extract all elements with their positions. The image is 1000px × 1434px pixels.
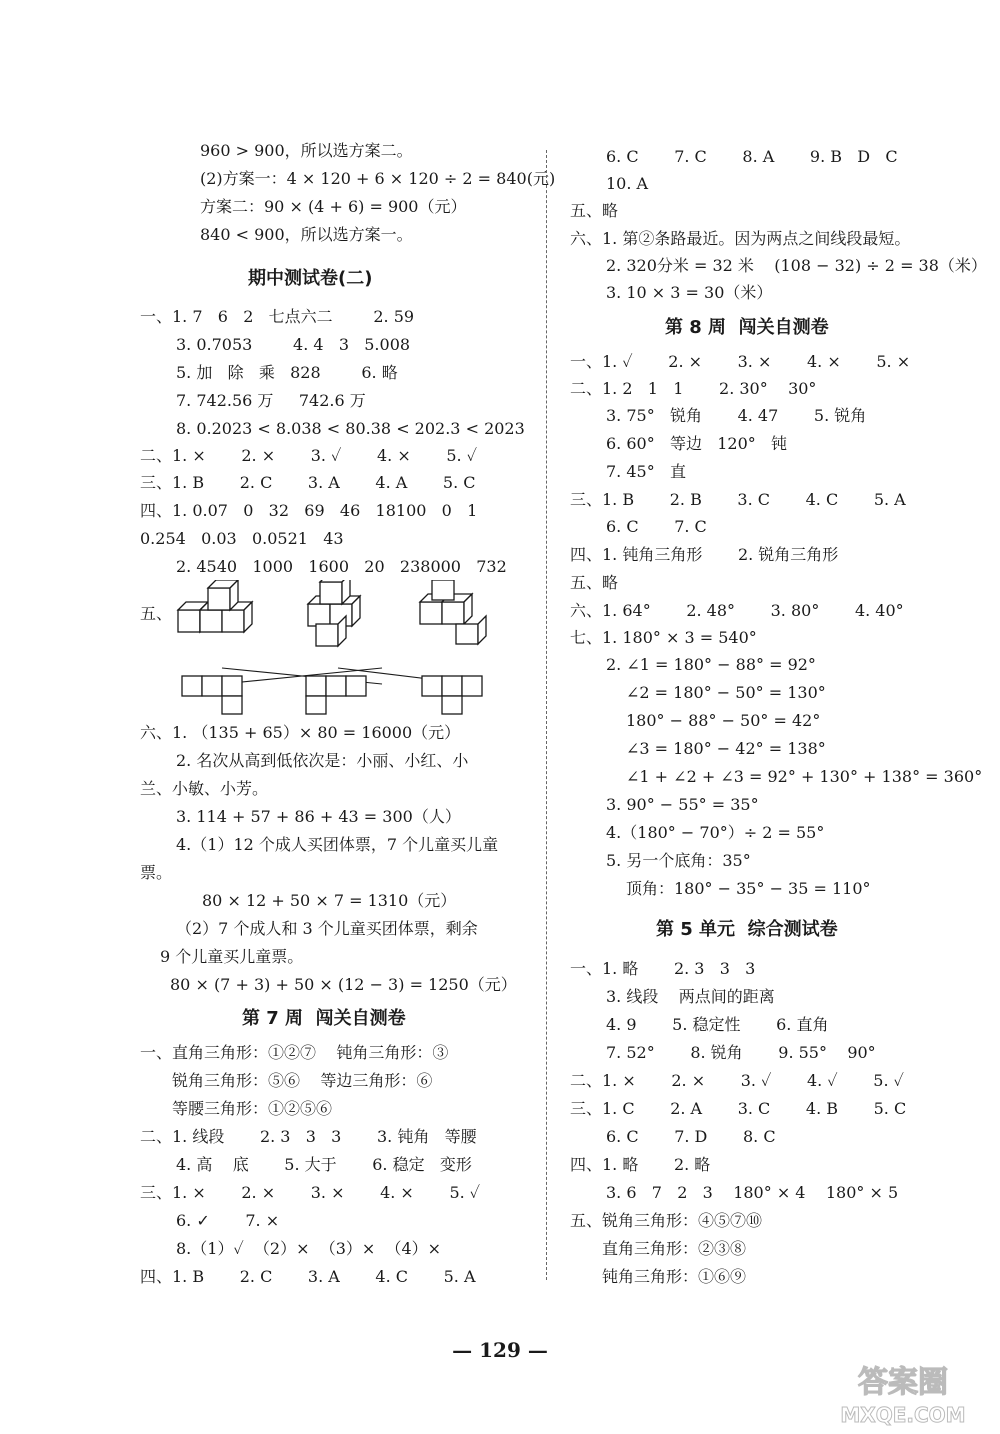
- answer-line: 5. 另一个底角：35°: [606, 851, 751, 870]
- answer-line: 五、略: [570, 573, 619, 592]
- answer-line: 四、1. 略 2. 略: [570, 1155, 711, 1174]
- answer-line: 二、1. 线段 2. 3 3 3 3. 钝角 等腰: [140, 1127, 477, 1146]
- answer-line: 七、1. 180° × 3 = 540°: [570, 628, 757, 647]
- answer-line: 3. 114 + 57 + 86 + 43 = 300（人）: [176, 807, 461, 826]
- column-divider: [546, 150, 547, 1280]
- answer-line: 三、1. C 2. A 3. C 4. B 5. C: [570, 1099, 907, 1118]
- cube-stack-3: [420, 580, 486, 644]
- answer-line: ∠3 = 180° − 42° = 138°: [626, 739, 826, 758]
- answer-line: 一、1. 略 2. 3 3 3: [570, 959, 756, 978]
- answer-line: 6. 60° 等边 120° 钝: [606, 434, 788, 453]
- section-heading: 期中测试卷(二): [248, 268, 373, 289]
- answer-line: 直角三角形：②③⑧: [602, 1239, 747, 1258]
- answer-line: ∠1 + ∠2 + ∠3 = 92° + 130° + 138° = 360°: [626, 767, 983, 786]
- cube-matching-figure: [170, 580, 510, 715]
- answer-line: 7. 45° 直: [606, 462, 686, 481]
- answer-line: 五、: [140, 604, 173, 623]
- view-shapes: [182, 676, 482, 714]
- answer-line: 840 < 900，所以选方案一。: [200, 225, 413, 244]
- answer-line: ∠2 = 180° − 50° = 130°: [626, 683, 826, 702]
- answer-line: 4.（1）12 个成人买团体票，7 个儿童买儿童: [176, 835, 499, 854]
- answer-line: 一、直角三角形：①②⑦ 钝角三角形：③: [140, 1043, 449, 1062]
- answer-line: 3. 75° 锐角 4. 47 5. 锐角: [606, 406, 867, 425]
- answer-line: 6. C 7. C 8. A 9. B D C: [606, 147, 898, 166]
- answer-line: 六、1. 64° 2. 48° 3. 80° 4. 40°: [570, 601, 904, 620]
- answer-line: 4. 高 底 5. 大于 6. 稳定 变形: [176, 1155, 472, 1174]
- answer-line: 9 个儿童买儿童票。: [160, 947, 304, 966]
- answer-line: 3. 线段 两点间的距离: [606, 987, 775, 1006]
- answer-line: 5. 加 除 乘 828 6. 略: [176, 363, 398, 382]
- answer-line: 一、1. 7 6 2 七点六二 2. 59: [140, 307, 415, 326]
- answer-line: 3. 6 7 2 3 180° × 4 180° × 5: [606, 1183, 899, 1202]
- answer-line: 四、1. B 2. C 3. A 4. C 5. A: [140, 1267, 476, 1286]
- section-heading: 第 5 单元 综合测试卷: [656, 919, 838, 940]
- answer-line: (2)方案一：4 × 120 + 6 × 120 ÷ 2 = 840(元): [200, 169, 556, 188]
- answer-line: 三、1. × 2. × 3. × 4. × 5. ✓: [140, 1183, 481, 1202]
- answer-line: 8. 0.2023 < 8.038 < 80.38 < 202.3 < 2023: [176, 419, 525, 438]
- answer-line: 2. 名次从高到低依次是：小丽、小红、小: [176, 751, 469, 770]
- answer-line: 10. A: [606, 174, 649, 193]
- answer-line: 等腰三角形：①②⑤⑥: [172, 1099, 333, 1118]
- answer-line: 2. ∠1 = 180° − 88° = 92°: [606, 655, 816, 674]
- answer-line: 7. 52° 8. 锐角 9. 55° 90°: [606, 1043, 876, 1062]
- answer-line: 3. 10 × 3 = 30（米）: [606, 283, 773, 302]
- answer-line: 二、1. 2 1 1 2. 30° 30°: [570, 379, 817, 398]
- answer-line: 6. C 7. C: [606, 517, 707, 536]
- answer-line: 兰、小敏、小芳。: [140, 779, 269, 798]
- answer-line: 一、1. ✓ 2. × 3. × 4. × 5. ×: [570, 352, 911, 371]
- answer-line: 7. 742.56 万 742.6 万: [176, 391, 366, 410]
- answer-line: 二、1. × 2. × 3. ✓ 4. ✓ 5. ✓: [570, 1071, 904, 1090]
- watermark-bottom: MXQE.COM: [840, 1403, 966, 1427]
- answer-line: 票。: [140, 863, 173, 882]
- answer-line: 4.（180° − 70°）÷ 2 = 55°: [606, 823, 825, 842]
- cube-stack-1: [178, 580, 252, 632]
- answer-line: 2. 4540 1000 1600 20 238000 732: [176, 557, 507, 576]
- answer-line: 锐角三角形：⑤⑥ 等边三角形：⑥: [172, 1071, 433, 1090]
- answer-line: 钝角三角形：①⑥⑨: [602, 1267, 747, 1286]
- answer-line: 方案二：90 × (4 + 6) = 900（元）: [200, 197, 467, 216]
- answer-line: 4. 9 5. 稳定性 6. 直角: [606, 1015, 829, 1034]
- answer-line: （2）7 个成人和 3 个儿童买团体票，剩余: [176, 919, 478, 938]
- page-number: — 129 —: [452, 1338, 548, 1362]
- answer-line: 五、略: [570, 201, 619, 220]
- section-heading: 第 7 周 闯关自测卷: [242, 1008, 406, 1029]
- answer-line: 3. 90° − 55° = 35°: [606, 795, 759, 814]
- answer-line: 三、1. B 2. B 3. C 4. C 5. A: [570, 490, 906, 509]
- answer-line: 3. 0.7053 4. 4 3 5.008: [176, 335, 411, 354]
- answer-line: 80 × 12 + 50 × 7 = 1310（元）: [202, 891, 457, 910]
- answer-line: 2. 320分米 = 32 米 (108 − 32) ÷ 2 = 38（米）: [606, 256, 987, 275]
- answer-line: 二、1. × 2. × 3. ✓ 4. × 5. ✓: [140, 446, 478, 465]
- answer-line: 顶角：180° − 35° − 35 = 110°: [626, 879, 871, 898]
- answer-line: 五、锐角三角形：④⑤⑦⑩: [570, 1211, 763, 1230]
- answer-line: 6. C 7. D 8. C: [606, 1127, 776, 1146]
- answer-line: 6. ✓ 7. ×: [176, 1211, 280, 1230]
- answer-line: 四、1. 钝角三角形 2. 锐角三角形: [570, 545, 839, 564]
- section-heading: 第 8 周 闯关自测卷: [665, 317, 829, 338]
- watermark-logo: [815, 1362, 990, 1428]
- answer-line: 三、1. B 2. C 3. A 4. A 5. C: [140, 473, 476, 492]
- answer-line: 180° − 88° − 50° = 42°: [626, 711, 821, 730]
- answer-line: 0.254 0.03 0.0521 43: [140, 529, 344, 548]
- answer-line: 8.（1）✓ （2）× （3）× （4）×: [176, 1239, 442, 1258]
- answer-line: 六、1. （135 + 65）× 80 = 16000（元）: [140, 723, 461, 742]
- watermark-top: 答案圈: [858, 1365, 948, 1400]
- answer-line: 四、1. 0.07 0 32 69 46 18100 0 1: [140, 501, 478, 520]
- answer-line: 六、1. 第②条路最近。因为两点之间线段最短。: [570, 229, 911, 248]
- answer-line: 960 > 900，所以选方案二。: [200, 141, 413, 160]
- answer-line: 80 × (7 + 3) + 50 × (12 − 3) = 1250（元）: [170, 975, 517, 994]
- cube-stack-2: [308, 580, 360, 646]
